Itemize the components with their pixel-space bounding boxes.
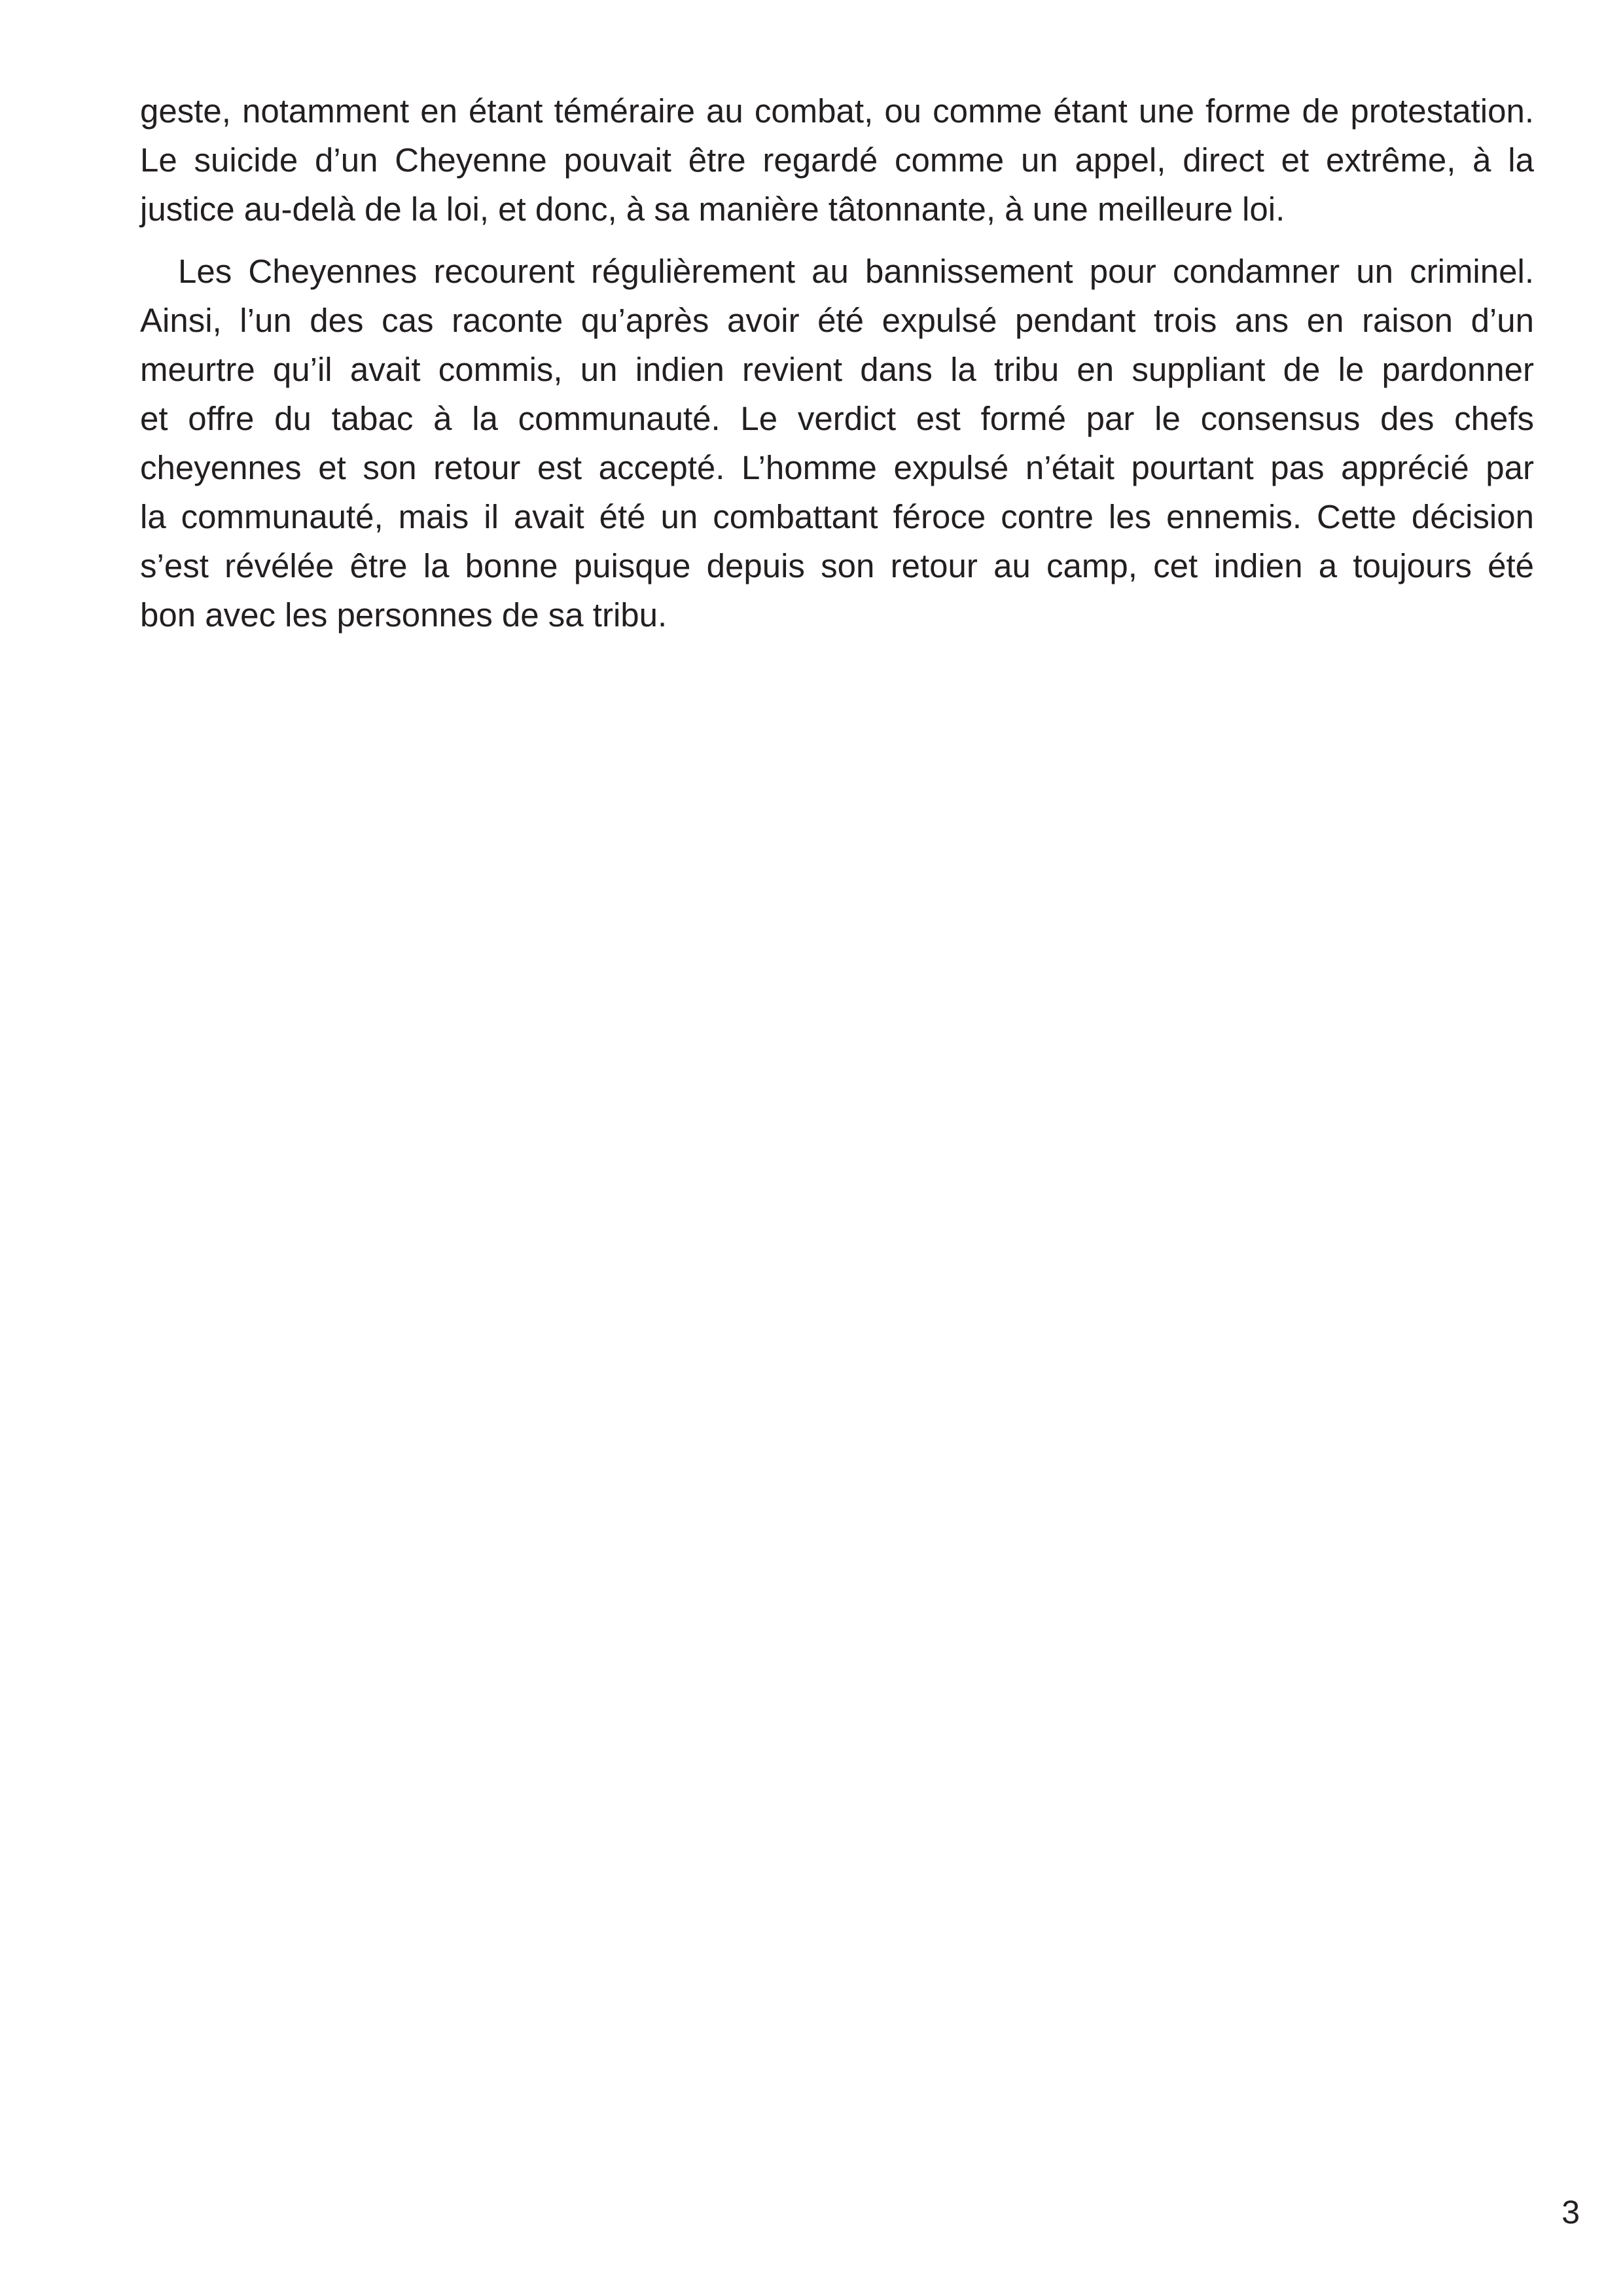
paragraph-spacing — [140, 234, 1534, 247]
paragraph-line: justice au-delà de la loi, et donc, à sa manière tâtonnante, à une meilleure loi. — [140, 190, 1285, 228]
paragraph-line: et offre du tabac à la communauté. Le verdict est formé par le consensus des chefs — [140, 400, 1534, 437]
paragraph-line: geste, notamment en étant téméraire au combat, ou comme étant une forme de protestation. — [140, 92, 1534, 130]
paragraph-1 — [140, 86, 1534, 234]
paragraph-line: Les Cheyennes recourent régulièrement au bannissement pour condamner un criminel. — [178, 253, 1534, 290]
paragraph-line: cheyennes et son retour est accepté. L’homme expulsé n’était pourtant pas apprécié par — [140, 449, 1534, 486]
paragraph-line: Ainsi, l’un des cas raconte qu’après avoir été expulsé pendant trois ans en raison d’un — [140, 302, 1534, 339]
paragraph-line: Le suicide d’un Cheyenne pouvait être regardé comme un appel, direct et extrême, à la — [140, 141, 1534, 179]
paragraph-2 — [140, 247, 1534, 639]
body-text — [140, 86, 1534, 639]
page-number: 3 — [1561, 2194, 1580, 2231]
paragraph-line: s’est révélée être la bonne puisque depuis son retour au camp, cet indien a toujours été — [140, 547, 1534, 584]
paragraph-line: la communauté, mais il avait été un combattant féroce contre les ennemis. Cette décision — [140, 498, 1534, 535]
paragraph-line: bon avec les personnes de sa tribu. — [140, 596, 668, 634]
paragraph-line: meurtre qu’il avait commis, un indien revient dans la tribu en suppliant de le pardonner — [140, 351, 1534, 388]
